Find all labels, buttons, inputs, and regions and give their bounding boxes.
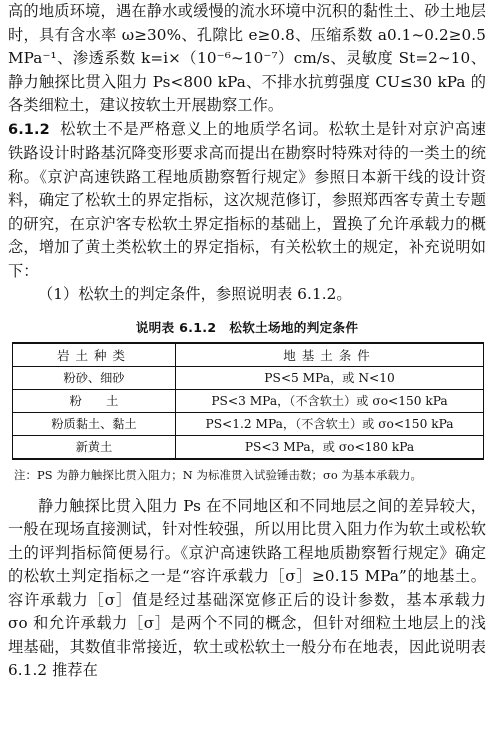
table-row (13, 366, 484, 389)
cell-soil-type: 新黄土 (13, 435, 176, 459)
cell-soil-type: 粉砂、细砂 (13, 366, 176, 389)
paragraph-intro: 高的地质环境，遇在静水或缓慢的流水环境中沉积的黏性土、砂土地层时，具有含水率 ω≥30%、孔隙比 e≥0.8、压缩系数 a0.1~0.2≥0.5 MPa⁻¹、渗透系数 k=i×（10⁻⁶~10⁻⁷）cm/s、灵敏度 St=2~10、静力触探比贯入阻力 Ps<800 kPa、不排水抗剪强度 CU≤30 kPa 的各类细粒土，建议按软土开展勘察工作。 (8, 2, 486, 114)
section-text: 松软土不是严格意义上的地质学名词。松软土是针对京沪高速铁路设计时路基沉降变形要求高而提出在勘察时特殊对待的一类土的统称。《京沪高速铁路工程地质勘察暂行规定》参照日本新干线的设计资料，确定了松软土的界定指标，这次规范修订，参照郑西客专黄土专题的研究，在京沪客专松软土界定指标的基础上，置换了允许承载力的概念，增加了黄土类松软土的界定指标，有关松软土的规定，补充说明如下： (8, 119, 486, 280)
cell-soil-type: 粉质黏土、黏土 (13, 412, 176, 435)
section-6-1-2 (8, 118, 486, 284)
table-row (13, 435, 484, 459)
header-soil-type: 岩土种类 (13, 343, 176, 367)
table-header-row (13, 343, 484, 367)
cell-condition: PS<3 MPa，（不含软土）或 σo<150 kPa (176, 389, 484, 412)
table-row (13, 389, 484, 412)
table-note: 注：PS 为静力触探比贯入阻力；N 为标准贯入试验锤击数；σo 为基本承载力。 (14, 467, 422, 482)
item-1: （1）松软土的判定条件，参照说明表 6.1.2。 (38, 285, 352, 303)
cell-condition: PS<5 MPa，或 N<10 (176, 366, 484, 389)
header-condition: 地基土条件 (176, 343, 484, 367)
criteria-table (12, 342, 484, 460)
document-page (8, 0, 486, 683)
cell-condition: PS<1.2 MPa，（不含软土）或 σo<150 kPa (176, 412, 484, 435)
paragraph-explanation: 静力触探比贯入阻力 Ps 在不同地区和不同地层之间的差异较大，一般在现场直接测试，针对性较强，所以用比贯入阻力作为软土或松软土的评判指标简便易行。《京沪高速铁路工程地质勘察暂行规定》确定的松软土判定指标之一是“容许承载力［σ］≥0.15 MPa”的地基土。容许承载力［σ］值是经过基础深宽修正后的设计参数，基本承载力 σo 和允许承载力［σ］是两个不同的概念，但针对细粒土地层上的浅埋基础，其数值非常接近，软土或松软土一般分布在地表，因此说明表 6.1.2 推荐在 (8, 496, 486, 679)
cell-soil-type: 粉 土 (13, 389, 176, 412)
section-number: 6.1.2 (8, 121, 50, 138)
table-caption: 说明表 6.1.2 松软土场地的判定条件 (135, 319, 359, 335)
cell-condition: PS<3 MPa，或 σo<180 kPa (176, 435, 484, 459)
table-row (13, 412, 484, 435)
